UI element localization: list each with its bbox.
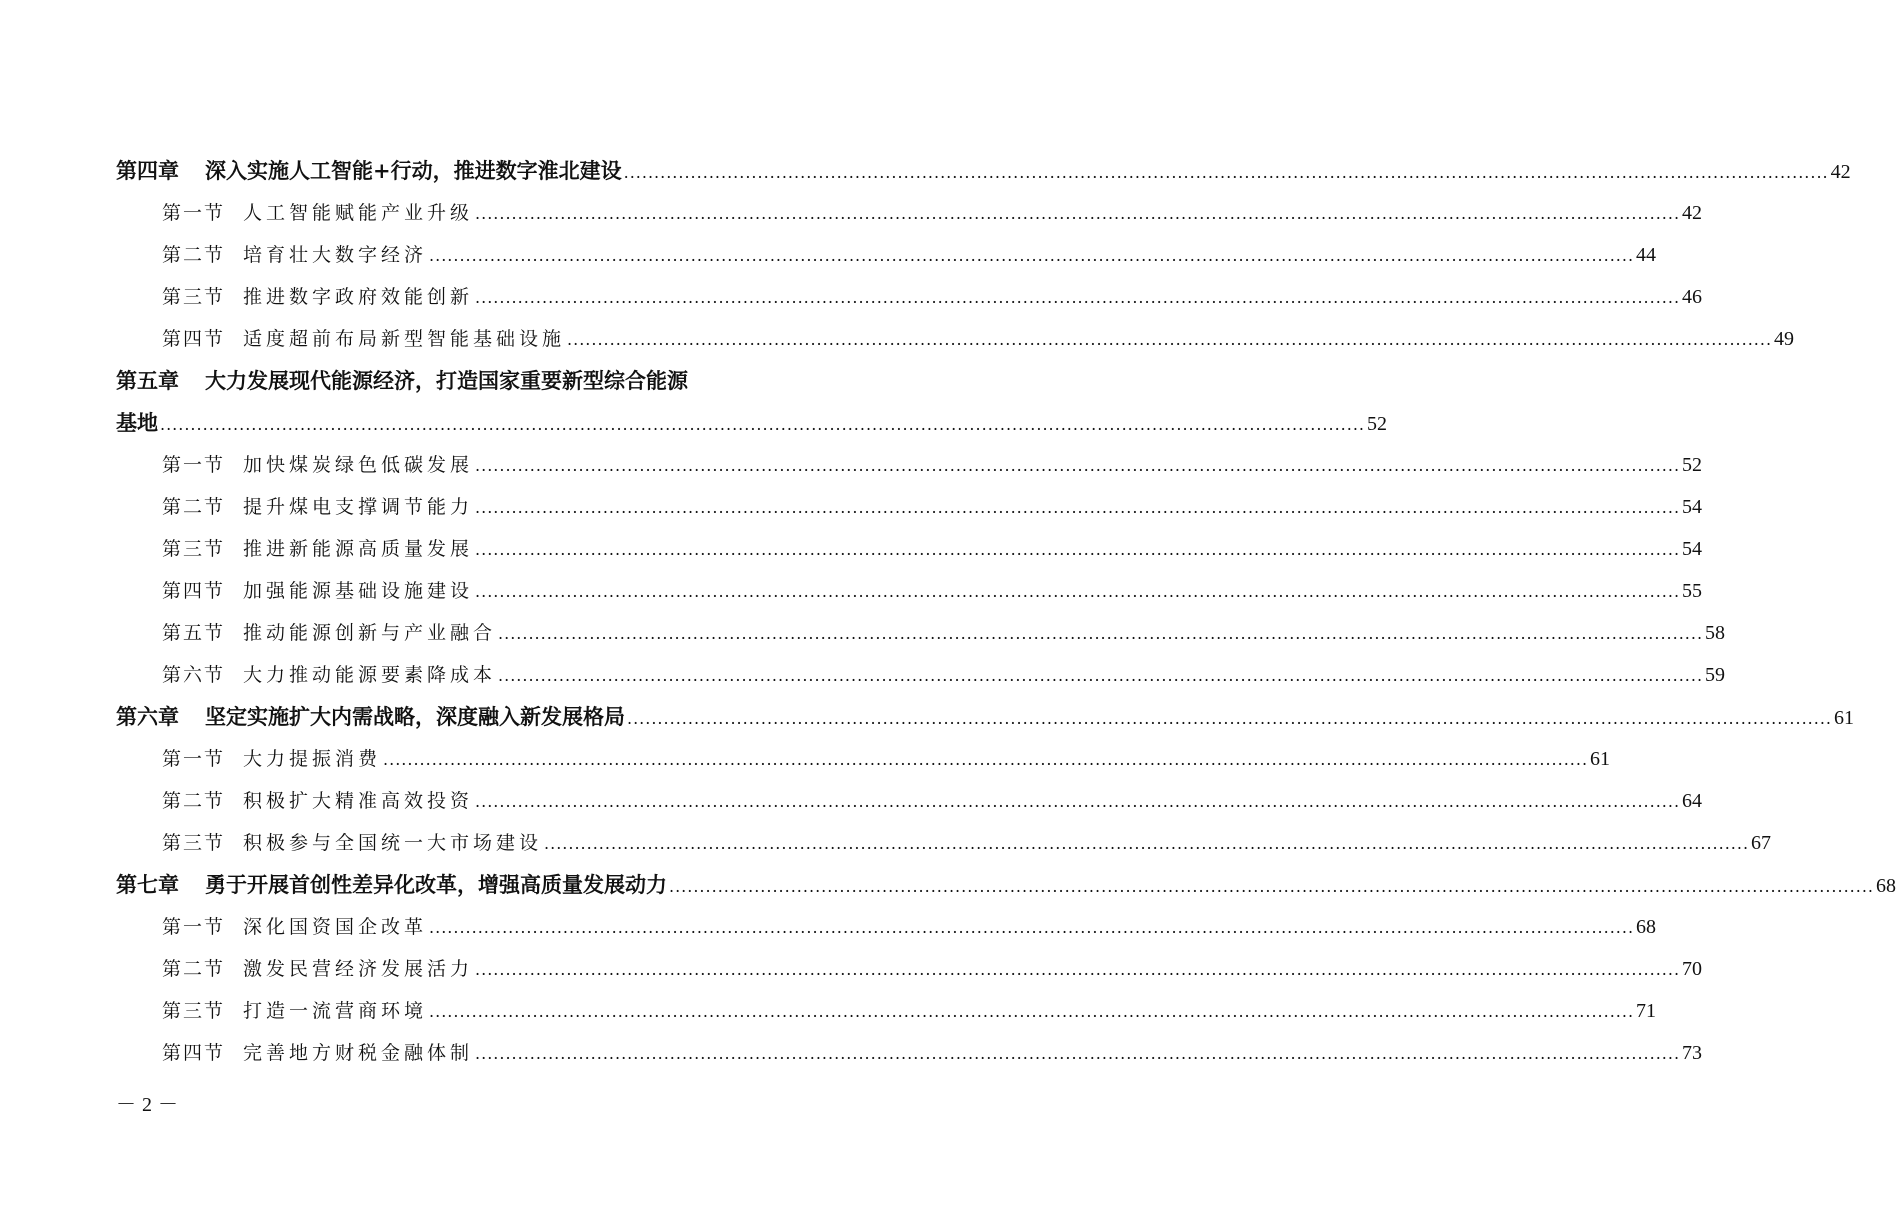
toc-chapter-5[interactable] xyxy=(116,360,1388,444)
section-number: 第二节 xyxy=(162,244,226,266)
chapter-number: 第六章 xyxy=(116,704,179,729)
section-number: 第一节 xyxy=(162,916,226,938)
section-title: 加强能源基础设施建设 xyxy=(243,580,474,602)
section-number: 第二节 xyxy=(162,790,226,812)
leader-dots xyxy=(498,655,1703,697)
section-title: 大力提振消费 xyxy=(243,748,382,770)
table-of-contents xyxy=(116,150,1896,1074)
page-footer-number: －2－ xyxy=(116,1094,184,1116)
section-number: 第一节 xyxy=(162,748,226,770)
leader-dots xyxy=(383,739,1588,781)
page-number: 49 xyxy=(1774,328,1795,350)
leader-dots xyxy=(498,613,1703,655)
section-number: 第五节 xyxy=(162,622,226,644)
toc-section[interactable] xyxy=(116,234,1657,276)
section-number: 第三节 xyxy=(162,1000,226,1022)
chapter-number: 第七章 xyxy=(116,872,179,897)
page-number: 68 xyxy=(1876,875,1896,897)
chapter-title-line-1: 大力发展现代能源经济，打造国家重要新型综合能源 xyxy=(205,368,688,393)
page-number: 64 xyxy=(1682,790,1703,812)
toc-section[interactable] xyxy=(116,738,1611,780)
chapter-title: 坚定实施扩大内需战略，深度融入新发展格局 xyxy=(205,704,625,729)
page-number: 42 xyxy=(1682,202,1703,224)
toc-section[interactable] xyxy=(116,444,1703,486)
toc-chapter-4[interactable] xyxy=(116,150,1851,192)
page-number: 42 xyxy=(1830,161,1851,183)
section-title: 加快煤炭绿色低碳发展 xyxy=(243,454,474,476)
page-number: 52 xyxy=(1367,413,1388,435)
page-number: 54 xyxy=(1682,538,1703,560)
section-title: 积极扩大精准高效投资 xyxy=(243,790,474,812)
leader-dots xyxy=(160,404,1365,446)
toc-section[interactable] xyxy=(116,612,1726,654)
leader-dots xyxy=(627,698,1832,740)
toc-section[interactable] xyxy=(116,822,1772,864)
chapter-title: 勇于开展首创性差异化改革，增强高质量发展动力 xyxy=(205,872,667,897)
section-title: 提升煤电支撑调节能力 xyxy=(243,496,474,518)
page-number: 61 xyxy=(1834,707,1855,729)
section-title: 打造一流营商环境 xyxy=(243,1000,428,1022)
page-number: 68 xyxy=(1636,916,1657,938)
page-number: 70 xyxy=(1682,958,1703,980)
leader-dots xyxy=(669,866,1874,908)
toc-section[interactable] xyxy=(116,318,1795,360)
toc-section[interactable] xyxy=(116,192,1703,234)
page-number: 46 xyxy=(1682,286,1703,308)
leader-dots xyxy=(567,319,1772,361)
toc-section[interactable] xyxy=(116,486,1703,528)
chapter-title: 深入实施人工智能+行动，推进数字淮北建设 xyxy=(205,158,622,183)
toc-chapter-7[interactable] xyxy=(116,864,1896,906)
leader-dots xyxy=(429,235,1634,277)
toc-section[interactable] xyxy=(116,948,1703,990)
section-title: 推进新能源高质量发展 xyxy=(243,538,474,560)
page-number: 44 xyxy=(1636,244,1657,266)
section-number: 第四节 xyxy=(162,580,226,602)
section-title: 深化国资国企改革 xyxy=(243,916,428,938)
page-number: 73 xyxy=(1682,1042,1703,1064)
toc-section[interactable] xyxy=(116,276,1703,318)
section-title: 积极参与全国统一大市场建设 xyxy=(243,832,543,854)
section-number: 第二节 xyxy=(162,496,226,518)
section-title: 培育壮大数字经济 xyxy=(243,244,428,266)
page-number: 59 xyxy=(1705,664,1726,686)
leader-dots xyxy=(624,152,1829,194)
section-number: 第三节 xyxy=(162,286,226,308)
section-number: 第六节 xyxy=(162,664,226,686)
chapter-title-line-2: 基地 xyxy=(116,410,158,435)
leader-dots xyxy=(475,277,1680,319)
page-number: 67 xyxy=(1751,832,1772,854)
leader-dots xyxy=(475,1033,1680,1075)
section-number: 第一节 xyxy=(162,202,226,224)
section-number: 第二节 xyxy=(162,958,226,980)
toc-section[interactable] xyxy=(116,1032,1703,1074)
section-title: 推动能源创新与产业融合 xyxy=(243,622,497,644)
page-number: 55 xyxy=(1682,580,1703,602)
section-number: 第四节 xyxy=(162,328,226,350)
leader-dots xyxy=(544,823,1749,865)
section-title: 激发民营经济发展活力 xyxy=(243,958,474,980)
section-number: 第三节 xyxy=(162,832,226,854)
toc-section[interactable] xyxy=(116,990,1657,1032)
leader-dots xyxy=(475,781,1680,823)
section-title: 适度超前布局新型智能基础设施 xyxy=(243,328,566,350)
leader-dots xyxy=(429,907,1634,949)
toc-section[interactable] xyxy=(116,528,1703,570)
section-number: 第四节 xyxy=(162,1042,226,1064)
toc-section[interactable] xyxy=(116,780,1703,822)
leader-dots xyxy=(475,949,1680,991)
section-title: 推进数字政府效能创新 xyxy=(243,286,474,308)
chapter-number: 第四章 xyxy=(116,158,179,183)
toc-section[interactable] xyxy=(116,654,1726,696)
page-number: 61 xyxy=(1590,748,1611,770)
section-title: 人工智能赋能产业升级 xyxy=(243,202,474,224)
page-number: 54 xyxy=(1682,496,1703,518)
leader-dots xyxy=(475,487,1680,529)
leader-dots xyxy=(475,193,1680,235)
toc-section[interactable] xyxy=(116,906,1657,948)
section-number: 第一节 xyxy=(162,454,226,476)
chapter-number: 第五章 xyxy=(116,368,179,393)
page-number: 58 xyxy=(1705,622,1726,644)
section-title: 大力推动能源要素降成本 xyxy=(243,664,497,686)
toc-chapter-6[interactable] xyxy=(116,696,1855,738)
toc-section[interactable] xyxy=(116,570,1703,612)
page-number: 71 xyxy=(1636,1000,1657,1022)
section-number: 第三节 xyxy=(162,538,226,560)
leader-dots xyxy=(429,991,1634,1033)
leader-dots xyxy=(475,445,1680,487)
leader-dots xyxy=(475,529,1680,571)
section-title: 完善地方财税金融体制 xyxy=(243,1042,474,1064)
page-number: 52 xyxy=(1682,454,1703,476)
leader-dots xyxy=(475,571,1680,613)
